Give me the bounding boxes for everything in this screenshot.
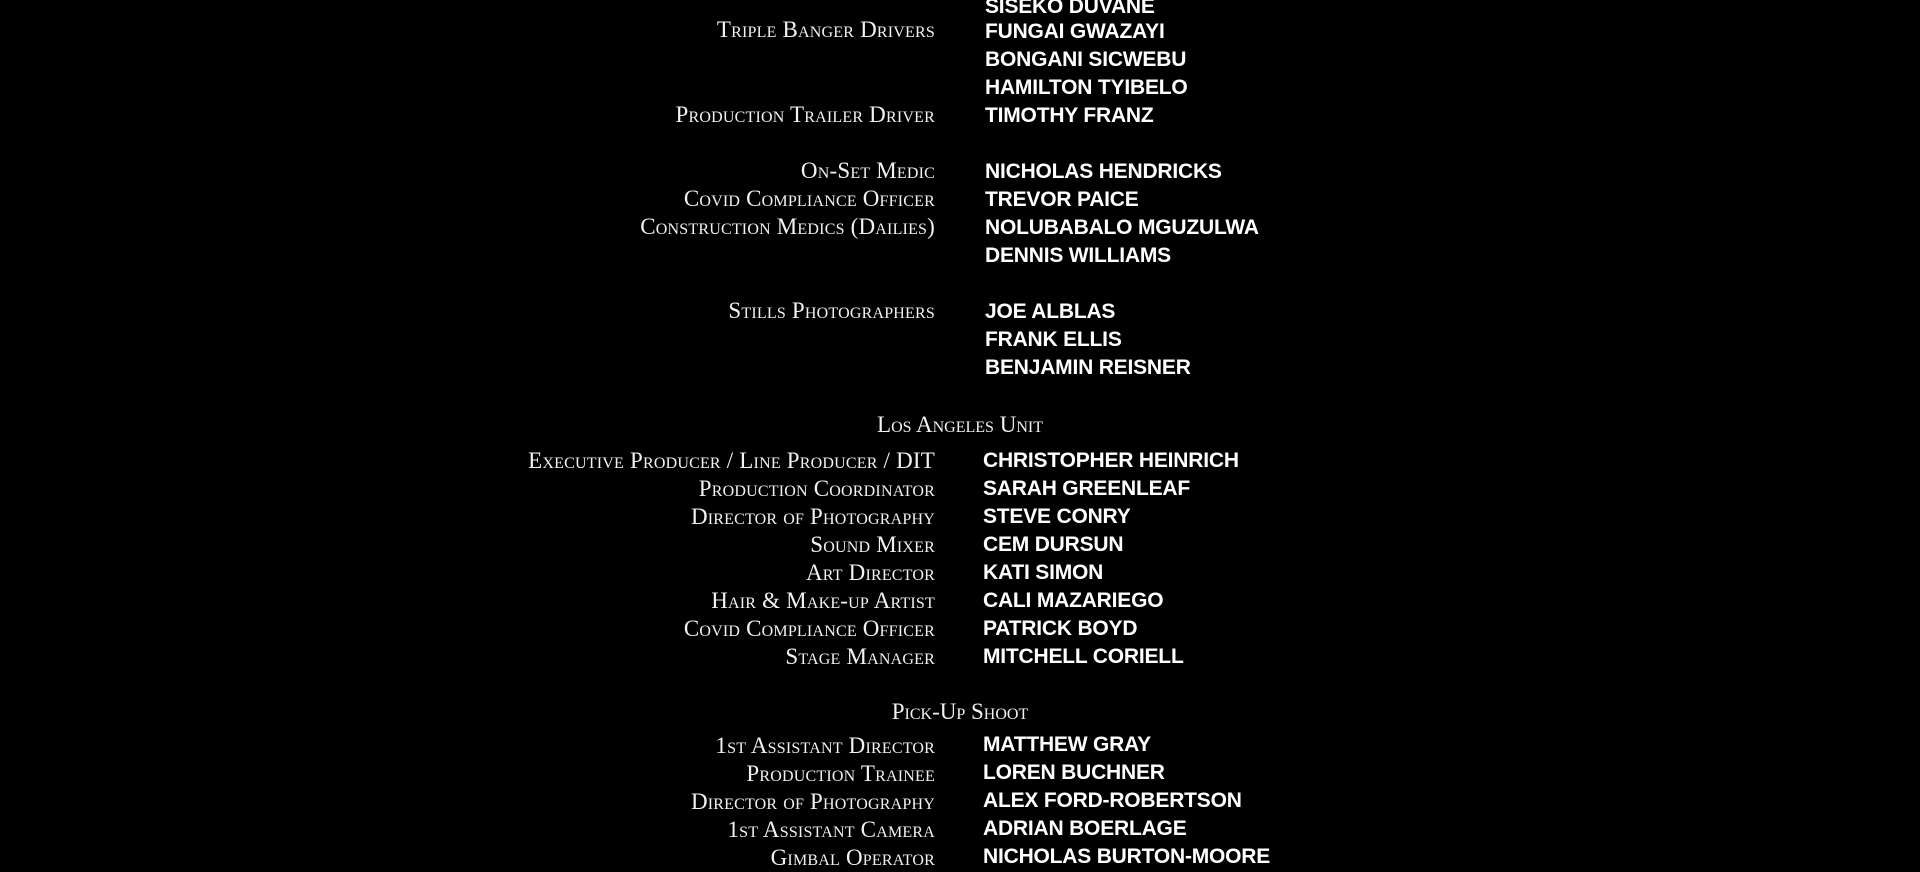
credit-role: Production Trailer Driver — [675, 102, 935, 127]
section-title-los-angeles-unit: Los Angeles Unit — [877, 412, 1043, 437]
credit-name: KATI SIMON — [983, 561, 1104, 584]
credit-name: HAMILTON TYIBELO — [985, 76, 1188, 99]
credit-role: Hair & Make-up Artist — [711, 588, 935, 613]
credit-role: Director of Photography — [690, 504, 935, 529]
credit-name: CEM DURSUN — [983, 533, 1124, 556]
credit-name: FRANK ELLIS — [985, 328, 1122, 351]
credit-name: SISEKO DUVANE — [985, 0, 1155, 18]
credit-name: JOE ALBLAS — [985, 300, 1116, 323]
credit-role: Production Coordinator — [698, 476, 935, 501]
credit-name: ADRIAN BOERLAGE — [983, 817, 1187, 840]
credit-name: NOLUBABALO MGUZULWA — [985, 216, 1259, 239]
credit-role: On-Set Medic — [800, 158, 935, 183]
credit-name: TIMOTHY FRANZ — [985, 104, 1154, 127]
credit-name: LOREN BUCHNER — [983, 761, 1165, 784]
credit-name: MITCHELL CORIELL — [983, 645, 1184, 668]
credit-name: MATTHEW GRAY — [983, 733, 1151, 756]
credit-role: Triple Banger Drivers — [716, 17, 935, 42]
credit-name: TREVOR PAICE — [985, 188, 1139, 211]
credit-name: DENNIS WILLIAMS — [985, 244, 1171, 267]
credit-role: Gimbal Operator — [770, 845, 935, 870]
credit-name: ALEX FORD-ROBERTSON — [983, 789, 1242, 812]
credit-role: Stage Manager — [785, 644, 935, 669]
credit-name: CALI MAZARIEGO — [983, 589, 1164, 612]
credit-role: 1st Assistant Camera — [727, 817, 935, 842]
credit-name: CHRISTOPHER HEINRICH — [983, 449, 1239, 472]
credit-role: Executive Producer / Line Producer / DIT — [528, 448, 935, 473]
credit-role: Production Trainee — [746, 761, 935, 786]
credit-name: BONGANI SICWEBU — [985, 48, 1187, 71]
credit-name: FUNGAI GWAZAYI — [985, 20, 1165, 43]
credit-role: Sound Mixer — [810, 532, 935, 557]
credit-name: STEVE CONRY — [983, 505, 1131, 528]
credit-role: Covid Compliance Officer — [683, 616, 935, 641]
credit-name: PATRICK BOYD — [983, 617, 1138, 640]
credit-role: Art Director — [805, 560, 935, 585]
credit-role: 1st Assistant Director — [715, 733, 935, 758]
credit-role: Stills Photographers — [728, 298, 935, 323]
credit-name: NICHOLAS HENDRICKS — [985, 160, 1222, 183]
credit-role: Covid Compliance Officer — [683, 186, 935, 211]
credit-role: Director of Photography — [690, 789, 935, 814]
credit-name: SARAH GREENLEAF — [983, 477, 1191, 500]
credit-role: Construction Medics (Dailies) — [640, 214, 935, 239]
credit-name: BENJAMIN REISNER — [985, 356, 1191, 379]
section-title-pick-up-shoot: Pick-Up Shoot — [891, 699, 1029, 724]
credit-name: NICHOLAS BURTON-MOORE — [983, 845, 1271, 868]
